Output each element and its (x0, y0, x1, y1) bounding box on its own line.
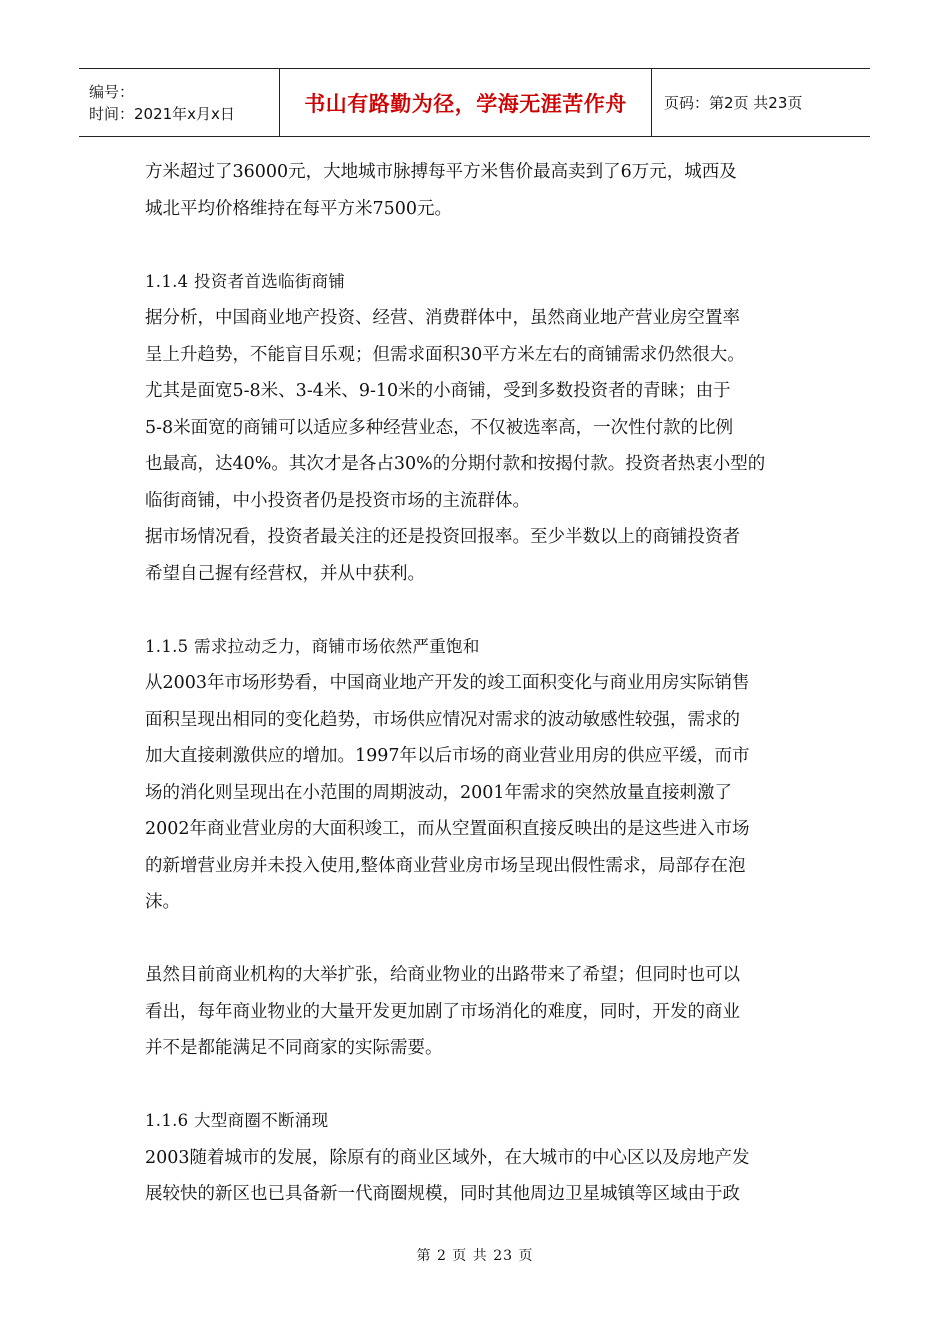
text-line: 看出，每年商业物业的大量开发更加剧了市场消化的难度，同时，开发的商业 (145, 1001, 740, 1022)
document-body (145, 154, 810, 1213)
text-line: 展较快的新区也已具备新一代商圈规模，同时其他周边卫星城镇等区域由于政 (145, 1184, 740, 1204)
section-heading-1-1-4: 1.1.4 投资者首选临街商铺 (145, 271, 346, 291)
header-meta (79, 69, 280, 136)
page-footer: 第 2 页 共 23 页 (416, 1248, 534, 1264)
text-line: 临街商铺，中小投资者仍是投资市场的主流群体。 (145, 490, 530, 511)
text-line: 呈上升趋势，不能盲目乐观；但需求面积30平方米左右的商铺需求仍然很大。 (145, 344, 745, 365)
text-line: 尤其是面宽5-8米、3-4米、9-10米的小商铺，受到多数投资者的青睐；由于 (145, 381, 731, 401)
text-line: 沫。 (145, 892, 180, 912)
text-line: 2003随着城市的发展，除原有的商业区域外，在大城市的中心区以及房地产发 (145, 1147, 750, 1168)
text-line: 的新增营业房并未投入使用,整体商业营业房市场呈现出假性需求，局部存在泡 (145, 855, 746, 876)
page-header (79, 68, 870, 137)
text-line: 加大直接刺激供应的增加。1997年以后市场的商业营业用房的供应平缓，而市 (145, 746, 750, 766)
text-line: 从2003年市场形势看，中国商业地产开发的竣工面积变化与商业用房实际销售 (145, 673, 750, 693)
text-line: 场的消化则呈现出在小范围的周期波动，2001年需求的突然放量直接刺激了 (145, 782, 733, 803)
header-motto: 书山有路勤为径，学海无涯苦作舟 (280, 69, 652, 136)
doc-number: 编号： (89, 82, 135, 101)
doc-date: 时间：2021年x月x日 (89, 104, 235, 123)
text-line: 城北平均价格维持在每平方米7500元。 (145, 198, 453, 219)
text-line: 希望自己握有经营权，并从中获利。 (145, 563, 425, 584)
text-line: 面积呈现出相同的变化趋势，市场供应情况对需求的波动敏感性较强，需求的 (145, 709, 740, 730)
section-heading-1-1-6: 1.1.6 大型商圈不断涌现 (145, 1111, 329, 1130)
header-page-info: 页码：第2页 共23页 (664, 94, 803, 112)
text-line: 方米超过了36000元，大地城市脉搏每平方米售价最高卖到了6万元，城西及 (145, 162, 737, 182)
text-line: 2002年商业营业房的大面积竣工，而从空置面积直接反映出的是这些进入市场 (145, 819, 750, 839)
text-line: 并不是都能满足不同商家的实际需要。 (145, 1038, 443, 1058)
text-line: 5-8米面宽的商铺可以适应多种经营业态，不仅被选率高，一次性付款的比例 (145, 417, 734, 438)
section-heading-1-1-5: 1.1.5 需求拉动乏力，商铺市场依然严重饱和 (145, 636, 480, 656)
text-line: 据市场情况看，投资者最关注的还是投资回报率。至少半数以上的商铺投资者 (145, 527, 740, 547)
text-line: 也最高，达40%。其次才是各占30%的分期付款和按揭付款。投资者热衷小型的 (145, 454, 766, 474)
text-line: 虽然目前商业机构的大举扩张，给商业物业的出路带来了希望；但同时也可以 (145, 965, 740, 985)
text-line: 据分析，中国商业地产投资、经营、消费群体中，虽然商业地产营业房空置率 (145, 308, 740, 328)
